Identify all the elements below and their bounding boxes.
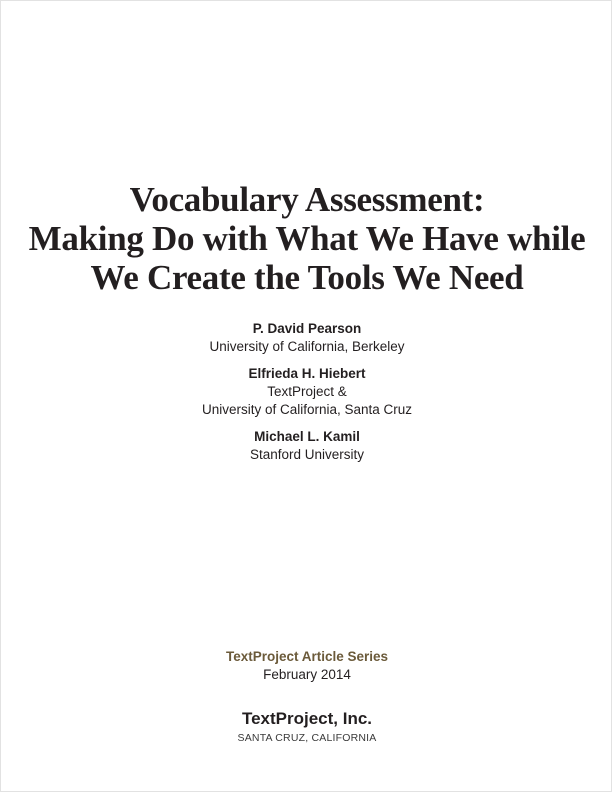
author-block — [1, 320, 612, 356]
title-line-2: Making Do with What We Have while — [28, 219, 586, 259]
publisher-location: SANTA CRUZ, CALIFORNIA — [237, 732, 377, 744]
document-title — [1, 180, 612, 297]
author-affiliation: University of California, Berkeley — [209, 339, 405, 354]
publication-date: February 2014 — [263, 667, 351, 682]
title-line-1: Vocabulary Assessment: — [129, 180, 485, 220]
author-affiliation: TextProject & — [267, 384, 347, 399]
author-name: Michael L. Kamil — [254, 429, 360, 444]
publisher-block — [1, 708, 612, 746]
article-series — [1, 648, 612, 684]
author-list — [1, 320, 612, 473]
author-block — [1, 428, 612, 464]
author-block — [1, 365, 612, 419]
author-affiliation: Stanford University — [249, 447, 365, 462]
author-name: P. David Pearson — [252, 321, 362, 336]
author-affiliation: University of California, Santa Cruz — [201, 402, 413, 417]
author-name: Elfrieda H. Hiebert — [248, 366, 366, 381]
publisher-name: TextProject, Inc. — [241, 709, 373, 728]
title-line-3: We Create the Tools We Need — [90, 258, 524, 298]
series-title: TextProject Article Series — [225, 649, 389, 664]
